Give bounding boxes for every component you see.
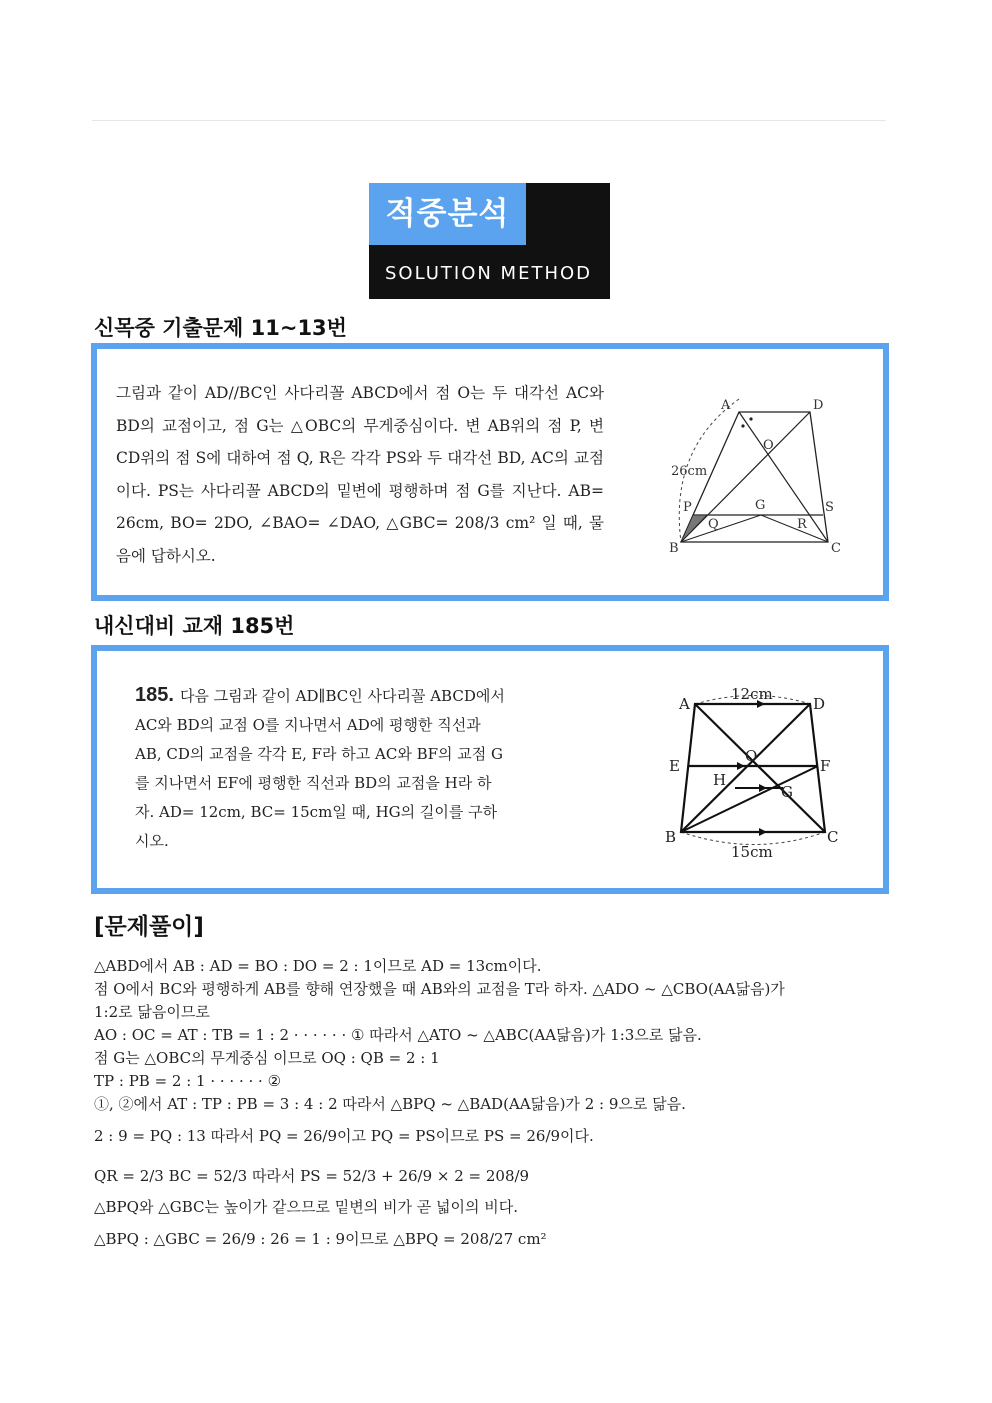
label-g: G	[755, 498, 766, 513]
label-c: C	[831, 541, 841, 556]
label-o: O	[745, 747, 758, 765]
label-g: G	[781, 783, 793, 801]
label-26cm: 26cm	[671, 464, 708, 479]
problem-2-text	[135, 681, 507, 856]
solution-line: △ABD에서 AB : AD = BO : DO = 2 : 1이므로 AD = 13cm이다.	[94, 957, 542, 975]
label-a: A	[721, 398, 731, 413]
solution-line: △BPQ와 △GBC는 높이가 같으므로 밑변의 비가 곧 넓이의 비다.	[94, 1198, 518, 1216]
solution-body	[94, 955, 890, 1259]
label-b: B	[665, 828, 677, 846]
solution-line: QR = 2/3 BC = 52/3 따라서 PS = 52/3 + 26/9 × 2 = 208/9	[94, 1167, 530, 1185]
label-12cm: 12cm	[731, 685, 773, 703]
angle-mark	[741, 424, 744, 427]
top-divider	[92, 120, 886, 121]
solution-line: ①, ②에서 AT : TP : PB = 3 : 4 : 2 따라서 △BPQ ~ △BAD(AA닮음)가 2 : 9으로 닮음.	[94, 1095, 686, 1113]
diagonal-ac	[695, 704, 825, 832]
section1-heading: 신목중 기출문제 11~13번	[94, 316, 347, 340]
label-o: O	[763, 438, 774, 453]
solution-line: TP : PB = 2 : 1 · · · · · · ②	[94, 1072, 282, 1090]
problem-box-1	[91, 343, 889, 601]
diagonal-bd	[681, 704, 810, 832]
segment-cg	[761, 515, 828, 542]
solution-heading: [문제풀이]	[94, 914, 204, 940]
label-r: R	[797, 517, 807, 532]
label-e: E	[669, 757, 680, 775]
problem-2-body: 다음 그림과 같이 AD∥BC인 사다리꼴 ABCD에서 AC와 BD의 교점 O를 지나면서 AD에 평행한 직선과 AB, CD의 교점을 각각 E, F라 하고 AC와 BF의 교점 G를 지나면서 EF에 평행한 직선과 BD의 교점을 H라 하자. AD= 12cm, BC= 15cm일 때, HG의 길이를 구하시오.	[135, 687, 505, 850]
section2-heading: 내신대비 교재 185번	[94, 614, 295, 638]
badge-subtitle: SOLUTION METHOD	[385, 263, 593, 284]
trapezoid-abcd	[681, 704, 825, 832]
label-d: D	[813, 695, 826, 713]
solution-line: △BPQ : △GBC = 26/9 : 26 = 1 : 9이므로 △BPQ = 208/27 cm²	[94, 1230, 547, 1248]
solution-line: 점 G는 △OBC의 무게중심 이므로 OQ : QB = 2 : 1	[94, 1049, 440, 1067]
label-f: F	[820, 757, 831, 775]
badge-title: 적중분석	[369, 183, 526, 245]
section-badge	[369, 183, 610, 299]
label-s: S	[825, 500, 834, 515]
problem-1-text: 그림과 같이 AD//BC인 사다리꼴 ABCD에서 점 O는 두 대각선 AC와 BD의 교점이고, 점 G는 △OBC의 무게중심이다. 변 AB위의 점 P, 변 CD위의 점 S에 대하여 점 Q, R은 각각 PS와 두 대각선 BD, AC의 교점이다. PS는 사다리꼴 ABCD의 밑변에 평행하며 점 G를 지난다. AB= 26cm, BO= 2DO, ∠BAO= ∠DAO, △GBC= 208/3 cm² 일 때, 물음에 답하시오.	[116, 384, 604, 565]
solution-line: 점 O에서 BC와 평행하게 AB를 향해 연장했을 때 AB와의 교점을 T라 하자. △ADO ~ △CBO(AA닮음)가	[94, 980, 785, 998]
problem-number: 185.	[135, 684, 174, 706]
label-a: A	[679, 695, 690, 713]
angle-mark	[749, 417, 752, 420]
label-p: P	[683, 500, 692, 515]
solution-line: 2 : 9 = PQ : 13 따라서 PQ = 26/9이고 PQ = PS이므로 PS = 26/9이다.	[94, 1127, 594, 1145]
label-c: C	[827, 828, 839, 846]
label-b: B	[669, 541, 679, 556]
label-15cm: 15cm	[731, 843, 773, 861]
solution-line: 1:2로 닮음이므로	[94, 1003, 210, 1021]
label-d: D	[813, 398, 824, 413]
diagonal-ac	[739, 412, 828, 542]
label-q: Q	[708, 517, 719, 532]
trapezoid-figure-1	[663, 389, 853, 559]
trapezoid-figure-2	[665, 679, 855, 869]
solution-line: AO : OC = AT : TB = 1 : 2 · · · · · · ① 따라서 △ATO ~ △ABC(AA닮음)가 1:3으로 닮음.	[94, 1026, 702, 1044]
segment-bf	[681, 766, 818, 832]
problem-box-2	[91, 645, 889, 894]
label-h: H	[713, 771, 727, 789]
